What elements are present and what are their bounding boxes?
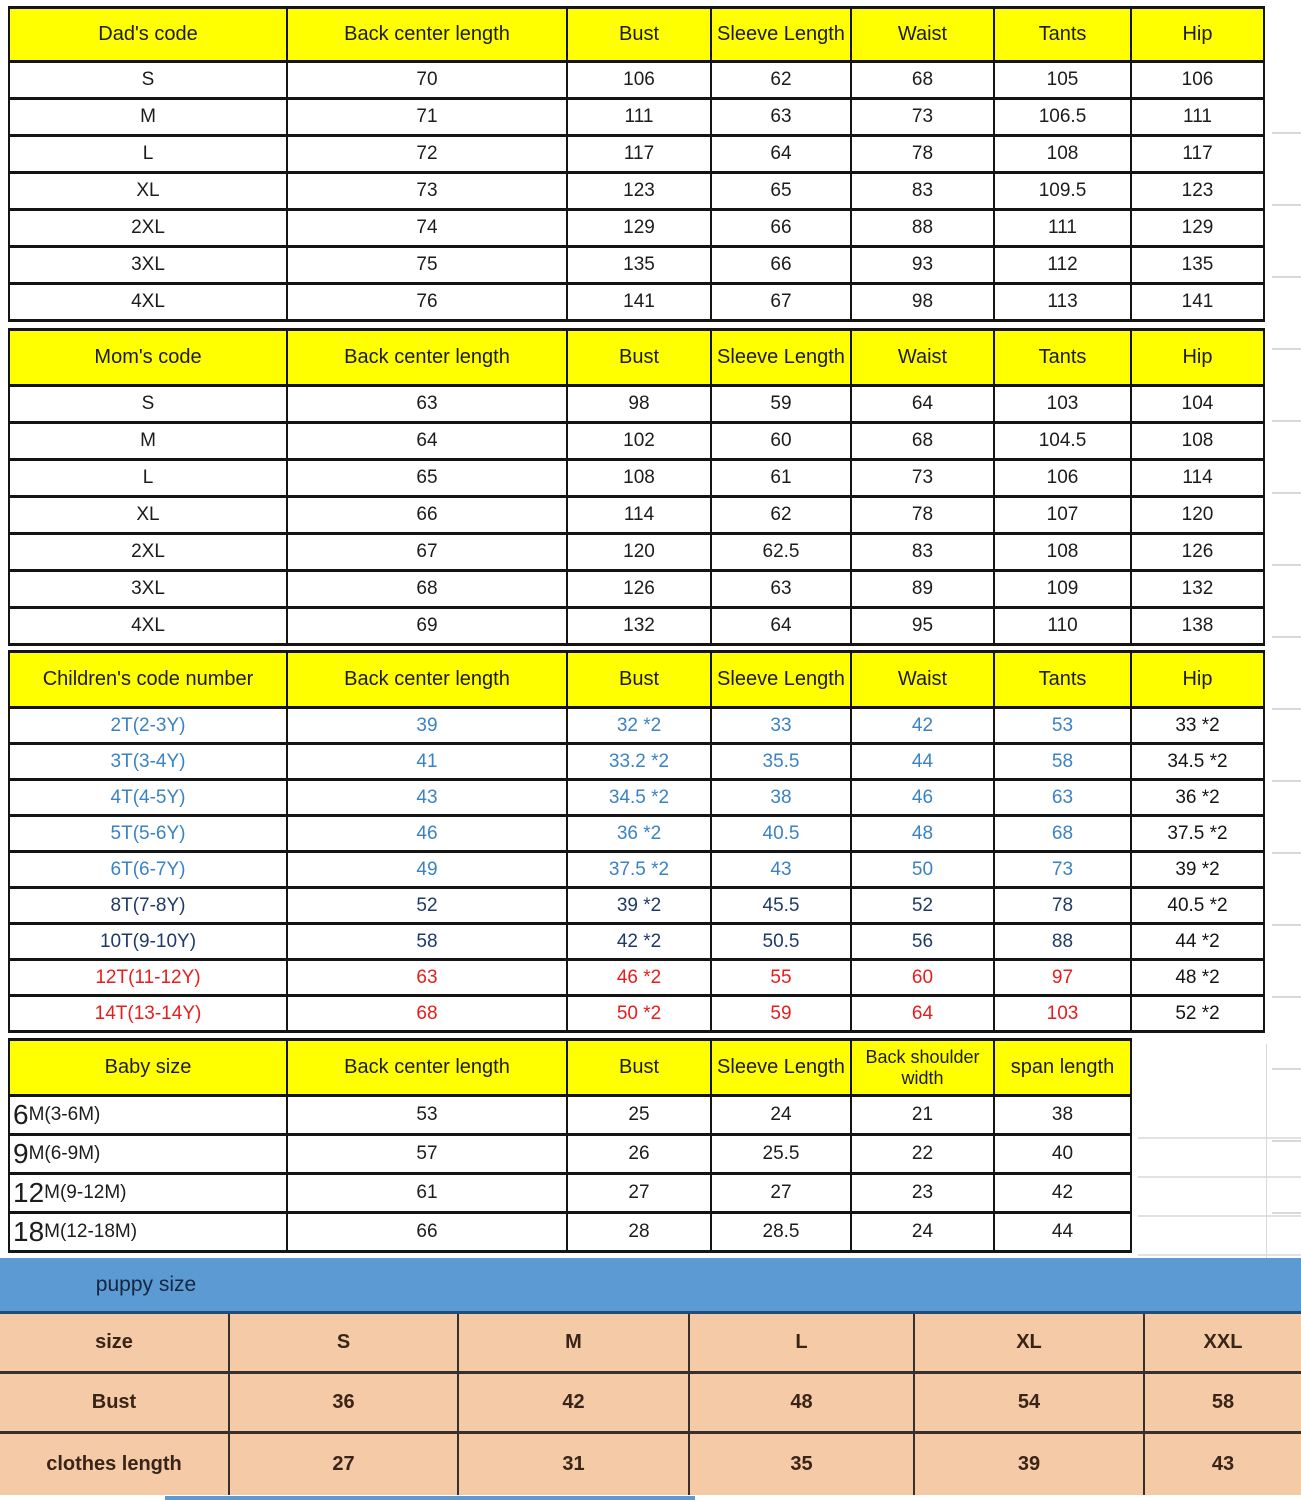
value-cell: 52	[852, 889, 995, 925]
header-cell: Hip	[1132, 9, 1265, 63]
value-cell: 132	[568, 609, 712, 646]
size-label-cell: 5T(5-6Y)	[10, 817, 288, 853]
value-cell: 64	[712, 137, 852, 174]
value-cell: 63	[712, 100, 852, 137]
header-cell: Back center length	[288, 653, 568, 709]
value-cell: 71	[288, 100, 568, 137]
size-label-cell: 4XL	[10, 285, 288, 322]
size-label-cell: 12T(11-12Y)	[10, 961, 288, 997]
value-cell: 31	[459, 1434, 690, 1495]
value-cell: 106	[995, 461, 1132, 498]
value-cell: 64	[288, 424, 568, 461]
header-cell: Waist	[852, 331, 995, 387]
header-cell: Baby size	[10, 1041, 288, 1097]
value-cell: 73	[995, 853, 1132, 889]
value-cell: 24	[712, 1097, 852, 1136]
value-cell: 55	[712, 961, 852, 997]
value-cell: 33	[712, 709, 852, 745]
value-cell: 53	[288, 1097, 568, 1136]
faint-vertical-gridline	[1266, 1044, 1267, 1258]
value-cell: 110	[995, 609, 1132, 646]
value-cell: 25	[568, 1097, 712, 1136]
value-cell: 106	[568, 63, 712, 100]
value-cell: 27	[712, 1175, 852, 1214]
size-label-cell: L	[10, 137, 288, 174]
baby-size-label-cell	[10, 1097, 288, 1136]
baby-size-label-rest: M(12-18M)	[44, 1221, 138, 1243]
value-cell: 48	[852, 817, 995, 853]
size-label-cell: L	[10, 461, 288, 498]
value-cell: 44	[995, 1214, 1132, 1253]
header-cell: Sleeve Length	[712, 1041, 852, 1097]
baby-size-label-big: 18	[13, 1216, 45, 1247]
value-cell: 108	[995, 137, 1132, 174]
hip-value-cell: 34.5 *2	[1132, 745, 1265, 781]
size-label-cell: 2T(2-3Y)	[10, 709, 288, 745]
value-cell: 36 *2	[568, 817, 712, 853]
size-label-cell: XL	[10, 174, 288, 211]
value-cell: 58	[1145, 1374, 1301, 1434]
value-cell: 27	[230, 1434, 459, 1495]
value-cell: 63	[288, 961, 568, 997]
header-cell: Hip	[1132, 331, 1265, 387]
baby-size-label-rest: M(3-6M)	[28, 1104, 101, 1126]
size-label-cell: 6T(6-7Y)	[10, 853, 288, 889]
moms-size-table	[8, 328, 1265, 646]
value-cell: 107	[995, 498, 1132, 535]
hip-value-cell: 106	[1132, 63, 1265, 100]
hip-value-cell: 111	[1132, 100, 1265, 137]
value-cell: 32 *2	[568, 709, 712, 745]
value-cell: 43	[712, 853, 852, 889]
value-cell: 108	[568, 461, 712, 498]
header-cell: Bust	[568, 331, 712, 387]
value-cell: 57	[288, 1136, 568, 1175]
value-cell: 68	[995, 817, 1132, 853]
value-cell: 46	[852, 781, 995, 817]
hip-value-cell: 132	[1132, 572, 1265, 609]
value-cell: 50 *2	[568, 997, 712, 1033]
header-cell: Mom's code	[10, 331, 288, 387]
value-cell: 52	[288, 889, 568, 925]
value-cell: 48	[690, 1374, 915, 1434]
value-cell: 43	[1145, 1434, 1301, 1495]
value-cell: 113	[995, 285, 1132, 322]
dads-size-table	[8, 6, 1265, 322]
value-cell: 45.5	[712, 889, 852, 925]
hip-value-cell: 104	[1132, 387, 1265, 424]
hip-value-cell: 36 *2	[1132, 781, 1265, 817]
value-cell: 56	[852, 925, 995, 961]
size-label-cell: 10T(9-10Y)	[10, 925, 288, 961]
value-cell: 103	[995, 387, 1132, 424]
baby-size-label-rest: M(6-9M)	[28, 1143, 101, 1165]
value-cell: 35	[690, 1434, 915, 1495]
value-cell: 67	[288, 535, 568, 572]
header-cell: Bust	[568, 1041, 712, 1097]
value-cell: 36	[230, 1374, 459, 1434]
value-cell: 41	[288, 745, 568, 781]
value-cell: 75	[288, 248, 568, 285]
value-cell: 54	[915, 1374, 1145, 1434]
size-label-cell: 3XL	[10, 572, 288, 609]
value-cell: 62	[712, 498, 852, 535]
size-label-cell: M	[10, 100, 288, 137]
size-label-cell: XL	[10, 498, 288, 535]
size-label-cell: 8T(7-8Y)	[10, 889, 288, 925]
header-cell: Dad's code	[10, 9, 288, 63]
hip-value-cell: 39 *2	[1132, 853, 1265, 889]
baby-size-label-cell	[10, 1175, 288, 1214]
value-cell: 109.5	[995, 174, 1132, 211]
value-cell: 58	[288, 925, 568, 961]
value-cell: 111	[995, 211, 1132, 248]
value-cell: 24	[852, 1214, 995, 1253]
value-cell: 38	[712, 781, 852, 817]
puppy-row-label-cell: clothes length	[0, 1434, 230, 1495]
value-cell: M	[459, 1314, 690, 1374]
header-cell: Tants	[995, 331, 1132, 387]
value-cell: 78	[852, 137, 995, 174]
header-cell: span length	[995, 1041, 1132, 1097]
hip-value-cell: 44 *2	[1132, 925, 1265, 961]
value-cell: 65	[712, 174, 852, 211]
value-cell: 111	[568, 100, 712, 137]
value-cell: 83	[852, 535, 995, 572]
value-cell: 66	[712, 211, 852, 248]
value-cell: 42	[852, 709, 995, 745]
value-cell: 76	[288, 285, 568, 322]
value-cell: 66	[712, 248, 852, 285]
hip-value-cell: 135	[1132, 248, 1265, 285]
value-cell: 74	[288, 211, 568, 248]
value-cell: 66	[288, 1214, 568, 1253]
value-cell: 34.5 *2	[568, 781, 712, 817]
value-cell: 64	[712, 609, 852, 646]
value-cell: 39	[288, 709, 568, 745]
value-cell: 95	[852, 609, 995, 646]
size-label-cell: 3T(3-4Y)	[10, 745, 288, 781]
value-cell: 73	[288, 174, 568, 211]
value-cell: 104.5	[995, 424, 1132, 461]
value-cell: 97	[995, 961, 1132, 997]
value-cell: 53	[995, 709, 1132, 745]
header-cell: Sleeve Length	[712, 331, 852, 387]
value-cell: 39	[915, 1434, 1145, 1495]
value-cell: 42	[995, 1175, 1132, 1214]
value-cell: 63	[288, 387, 568, 424]
value-cell: 126	[568, 572, 712, 609]
value-cell: 64	[852, 997, 995, 1033]
baby-size-label-big: 9	[13, 1138, 29, 1169]
size-label-cell: S	[10, 63, 288, 100]
value-cell: 68	[288, 997, 568, 1033]
hip-value-cell: 48 *2	[1132, 961, 1265, 997]
value-cell: 62	[712, 63, 852, 100]
hip-value-cell: 52 *2	[1132, 997, 1265, 1033]
hip-value-cell: 117	[1132, 137, 1265, 174]
value-cell: 62.5	[712, 535, 852, 572]
value-cell: 60	[852, 961, 995, 997]
baby-size-label-rest: M(9-12M)	[44, 1182, 127, 1204]
size-label-cell: M	[10, 424, 288, 461]
value-cell: 141	[568, 285, 712, 322]
value-cell: 69	[288, 609, 568, 646]
value-cell: 40.5	[712, 817, 852, 853]
value-cell: 73	[852, 100, 995, 137]
value-cell: S	[230, 1314, 459, 1374]
header-cell: Bust	[568, 9, 712, 63]
value-cell: 123	[568, 174, 712, 211]
value-cell: 61	[288, 1175, 568, 1214]
header-cell: Back center length	[288, 331, 568, 387]
baby-size-label-big: 12	[13, 1177, 45, 1208]
puppy-size-table	[0, 1314, 1301, 1495]
header-cell: Tants	[995, 653, 1132, 709]
puppy-row-label-cell: size	[0, 1314, 230, 1374]
size-label-cell: S	[10, 387, 288, 424]
value-cell: 42 *2	[568, 925, 712, 961]
hip-value-cell: 120	[1132, 498, 1265, 535]
value-cell: 38	[995, 1097, 1132, 1136]
hip-value-cell: 114	[1132, 461, 1265, 498]
value-cell: 120	[568, 535, 712, 572]
header-cell: Hip	[1132, 653, 1265, 709]
value-cell: 28.5	[712, 1214, 852, 1253]
baby-size-table	[8, 1038, 1132, 1253]
size-label-cell: 2XL	[10, 211, 288, 248]
value-cell: 93	[852, 248, 995, 285]
size-label-cell: 14T(13-14Y)	[10, 997, 288, 1033]
value-cell: 50	[852, 853, 995, 889]
header-cell: Sleeve Length	[712, 653, 852, 709]
value-cell: 105	[995, 63, 1132, 100]
value-cell: 68	[288, 572, 568, 609]
value-cell: 78	[852, 498, 995, 535]
value-cell: 59	[712, 997, 852, 1033]
value-cell: L	[690, 1314, 915, 1374]
value-cell: 64	[852, 387, 995, 424]
size-label-cell: 3XL	[10, 248, 288, 285]
baby-size-label-big: 6	[13, 1099, 29, 1130]
value-cell: 28	[568, 1214, 712, 1253]
hip-value-cell: 138	[1132, 609, 1265, 646]
value-cell: 106.5	[995, 100, 1132, 137]
value-cell: 98	[568, 387, 712, 424]
value-cell: 61	[712, 461, 852, 498]
childrens-size-table	[8, 650, 1265, 1033]
value-cell: 46 *2	[568, 961, 712, 997]
value-cell: 112	[995, 248, 1132, 285]
value-cell: 72	[288, 137, 568, 174]
hip-value-cell: 141	[1132, 285, 1265, 322]
value-cell: 109	[995, 572, 1132, 609]
value-cell: 89	[852, 572, 995, 609]
value-cell: 78	[995, 889, 1132, 925]
value-cell: 46	[288, 817, 568, 853]
value-cell: 49	[288, 853, 568, 889]
value-cell: 63	[712, 572, 852, 609]
value-cell: 33.2 *2	[568, 745, 712, 781]
hip-value-cell: 123	[1132, 174, 1265, 211]
value-cell: 35.5	[712, 745, 852, 781]
value-cell: XXL	[1145, 1314, 1301, 1374]
value-cell: 21	[852, 1097, 995, 1136]
value-cell: 88	[852, 211, 995, 248]
value-cell: 42	[459, 1374, 690, 1434]
header-cell: Children's code number	[10, 653, 288, 709]
hip-value-cell: 40.5 *2	[1132, 889, 1265, 925]
header-cell: Back center length	[288, 9, 568, 63]
value-cell: 43	[288, 781, 568, 817]
hip-value-cell: 33 *2	[1132, 709, 1265, 745]
value-cell: 129	[568, 211, 712, 248]
value-cell: 68	[852, 63, 995, 100]
puppy-size-banner-label: puppy size	[95, 1272, 197, 1296]
value-cell: 65	[288, 461, 568, 498]
baby-size-label-cell	[10, 1214, 288, 1253]
value-cell: 23	[852, 1175, 995, 1214]
header-cell: Waist	[852, 653, 995, 709]
value-cell: 68	[852, 424, 995, 461]
baby-size-label-cell	[10, 1136, 288, 1175]
size-label-cell: 4XL	[10, 609, 288, 646]
value-cell: 25.5	[712, 1136, 852, 1175]
value-cell: 114	[568, 498, 712, 535]
hip-value-cell: 37.5 *2	[1132, 817, 1265, 853]
value-cell: 117	[568, 137, 712, 174]
hip-value-cell: 108	[1132, 424, 1265, 461]
header-cell: Bust	[568, 653, 712, 709]
value-cell: 63	[995, 781, 1132, 817]
value-cell: 70	[288, 63, 568, 100]
header-cell: Back shoulder width	[852, 1041, 995, 1097]
value-cell: 26	[568, 1136, 712, 1175]
size-label-cell: 4T(4-5Y)	[10, 781, 288, 817]
right-margin-gridlines	[1272, 62, 1301, 1254]
bottom-blue-strip	[165, 1496, 695, 1500]
value-cell: 27	[568, 1175, 712, 1214]
value-cell: 50.5	[712, 925, 852, 961]
value-cell: 60	[712, 424, 852, 461]
value-cell: 135	[568, 248, 712, 285]
value-cell: 58	[995, 745, 1132, 781]
value-cell: 66	[288, 498, 568, 535]
header-cell: Sleeve Length	[712, 9, 852, 63]
value-cell: 88	[995, 925, 1132, 961]
baby-margin-gridlines	[1138, 1100, 1301, 1260]
value-cell: 102	[568, 424, 712, 461]
header-cell: Back center length	[288, 1041, 568, 1097]
value-cell: 98	[852, 285, 995, 322]
value-cell: 22	[852, 1136, 995, 1175]
value-cell: 67	[712, 285, 852, 322]
size-label-cell: 2XL	[10, 535, 288, 572]
hip-value-cell: 129	[1132, 211, 1265, 248]
value-cell: 37.5 *2	[568, 853, 712, 889]
value-cell: 73	[852, 461, 995, 498]
value-cell: XL	[915, 1314, 1145, 1374]
value-cell: 39 *2	[568, 889, 712, 925]
header-cell: Tants	[995, 9, 1132, 63]
header-cell: Waist	[852, 9, 995, 63]
value-cell: 40	[995, 1136, 1132, 1175]
puppy-size-banner	[0, 1258, 1301, 1314]
value-cell: 44	[852, 745, 995, 781]
value-cell: 83	[852, 174, 995, 211]
puppy-row-label-cell: Bust	[0, 1374, 230, 1434]
value-cell: 103	[995, 997, 1132, 1033]
value-cell: 108	[995, 535, 1132, 572]
value-cell: 59	[712, 387, 852, 424]
hip-value-cell: 126	[1132, 535, 1265, 572]
